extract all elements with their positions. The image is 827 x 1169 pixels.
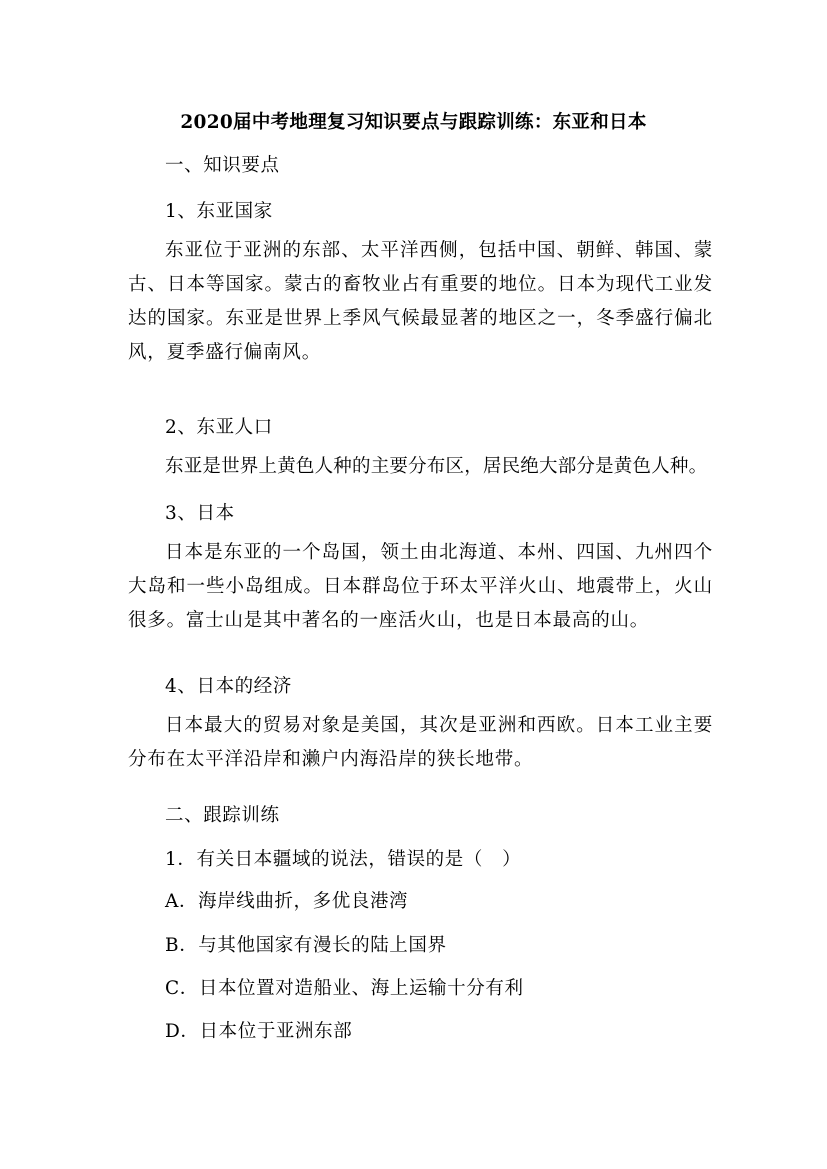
section-heading-knowledge: 一、知识要点 [165,155,280,176]
topic-heading-east-asia-countries: 1、东亚国家 [165,201,273,222]
option-d: D．日本位于亚洲东部 [165,1021,353,1042]
topic-heading-japan: 3、日本 [165,503,235,524]
topic-text-east-asia-population: 东亚是世界上黄色人种的主要分布区，居民绝大部分是黄色人种。 [165,456,708,477]
option-c: C．日本位置对造船业、海上运输十分有利 [165,978,524,999]
option-b: B．与其他国家有漫长的陆上国界 [165,935,447,956]
topic-text-japan-economy: 日本最大的贸易对象是美国，其次是亚洲和西欧。日本工业主要分布在太平洋沿岸和濑户内海沿岸的狭长地带。 [128,715,713,770]
question-stem: 1．有关日本疆域的说法，错误的是（ ） [165,849,522,870]
option-a: A．海岸线曲折，多优良港湾 [165,891,409,912]
topic-heading-japan-economy: 4、日本的经济 [165,676,292,697]
document-title: 2020届中考地理复习知识要点与跟踪训练：东亚和日本 [180,112,647,133]
topic-text-japan: 日本是东亚的一个岛国，领土由北海道、本州、四国、九州四个大岛和一些小岛组成。日本群岛位于环太平洋火山、地震带上，火山很多。富士山是其中著名的一座活火山，也是日本最高的山。 [128,542,713,631]
topic-text-east-asia-countries: 东亚位于亚洲的东部、太平洋西侧，包括中国、朝鲜、韩国、蒙古、日本等国家。蒙古的畜牧业占有重要的地位。日本为现代工业发达的国家。东亚是世界上季风气候最显著的地区之一，冬季盛行偏北风，夏季盛行偏南风。 [128,240,713,363]
topic-heading-east-asia-population: 2、东亚人口 [165,417,273,438]
section-heading-practice: 二、跟踪训练 [165,805,280,826]
